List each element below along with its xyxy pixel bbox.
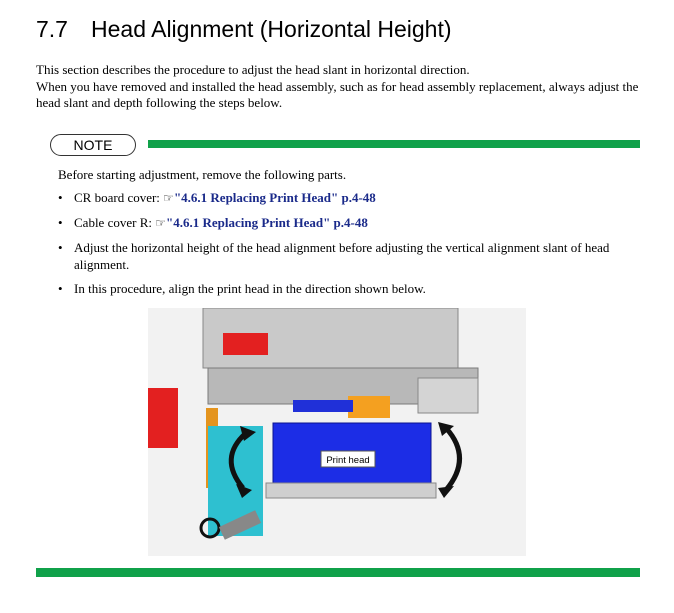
intro-text xyxy=(36,62,646,112)
list-item: • CR board cover: ☞"4.6.1 Replacing Print Head" p.4-48 xyxy=(58,189,648,207)
note-lead: Before starting adjustment, remove the following parts. xyxy=(58,167,347,182)
print-head-illustration xyxy=(148,308,526,556)
pointing-hand-icon: ☞ xyxy=(163,191,174,205)
note-header xyxy=(50,134,640,156)
print-head-callout: Print head xyxy=(326,455,370,466)
list-item: • Cable cover R: ☞"4.6.1 Replacing Print Head" p.4-48 xyxy=(58,214,648,232)
reference-link[interactable]: "4.6.1 Replacing Print Head" p.4-48 xyxy=(166,215,368,230)
section-number: 7.7 xyxy=(36,16,68,42)
list-item: • In this procedure, align the print head in the direction shown below. xyxy=(58,280,648,297)
note-body xyxy=(58,166,648,304)
intro-line-1: This section describes the procedure to adjust the head slant in horizontal direction. xyxy=(36,62,470,77)
print-head-figure xyxy=(148,308,526,556)
section-heading xyxy=(36,16,452,43)
pointing-hand-icon: ☞ xyxy=(155,216,166,230)
bottom-divider xyxy=(36,568,640,577)
note-label: NOTE xyxy=(50,134,136,156)
section-title: Head Alignment (Horizontal Height) xyxy=(91,16,452,42)
intro-line-2: When you have removed and installed the head assembly, such as for head assembly replacement, always adjust the head slant and depth following the steps below. xyxy=(36,78,639,110)
list-item: • Adjust the horizontal height of the head alignment before adjusting the vertical alignment slant of head alignment. xyxy=(58,239,648,273)
note-bullets xyxy=(58,189,648,297)
note-divider xyxy=(148,140,640,148)
reference-link[interactable]: "4.6.1 Replacing Print Head" p.4-48 xyxy=(173,190,376,205)
